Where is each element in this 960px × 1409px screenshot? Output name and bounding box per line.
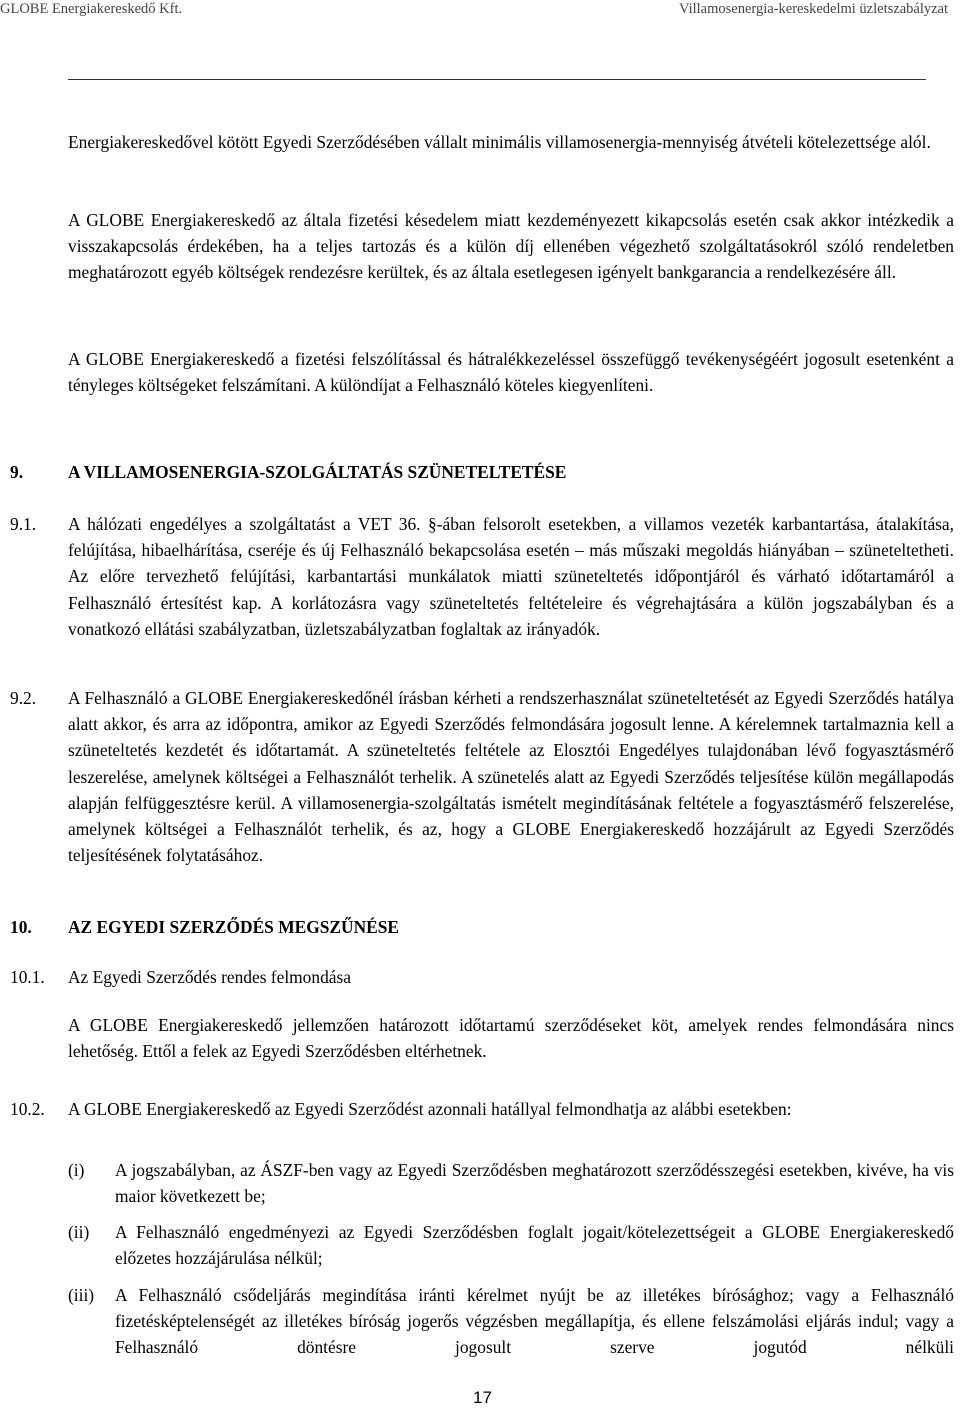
section-10-1-title: Az Egyedi Szerződés rendes felmondása — [68, 967, 351, 987]
section-10-1-number: 10.1. — [10, 967, 45, 987]
section-9-1-number: 9.1. — [10, 514, 37, 534]
section-9-2-number: 9.2. — [10, 688, 37, 708]
list-item-label: (ii) — [68, 1222, 90, 1242]
section-9-title: A VILLAMOSENERGIA-SZOLGÁLTATÁS SZÜNETELTETÉSE — [68, 462, 567, 482]
paragraph-collection-fees: A GLOBE Energiakereskedő a fizetési felszólítással és hátralékkezeléssel összefüggő tevékenységéért jogosult esetenként a tényleges költségeket felszámítani. A különdíjat a Felhasználó köteles kiegyenlíteni. — [68, 349, 954, 396]
header-doc-title: Villamosenergia-kereskedelmi üzletszabályzat — [678, 1, 948, 17]
section-10-number: 10. — [10, 917, 32, 937]
section-9-2-text: A Felhasználó a GLOBE Energiakereskedőnél írásban kérheti a rendszerhasználat szüneteltetését az Egyedi Szerződés hatálya alatt akkor, és arra az időpontra, amikor az Egyedi Szerződés felmondására jogosult lenne. A kérelemnek tartalmaznia kell a szüneteltetés kezdetét és időtartamát. A szüneteltetés feltétele az Elosztói Engedélyes tulajdonában lévő fogyasztásmérő leszerelése, amelynek költségei a Felhasználót terhelik. A szünetelés alatt az Egyedi Szerződés teljesítése külön megállapodás alapján felfüggesztésre kerül. A villamosenergia-szolgáltatás ismételt megindításának feltétele a fogyasztásmérő felszerelése, amelynek költségei a Felhasználót terhelik, és az, hogy a GLOBE Energiakereskedő hozzájárult az Egyedi Szerződés teljesítésének folytatásához. — [68, 688, 954, 866]
header-divider — [68, 79, 926, 80]
header-company: GLOBE Energiakereskedő Kft. — [0, 1, 183, 17]
section-10-1-text: A GLOBE Energiakereskedő jellemzően határozott időtartamú szerződéseket köt, amelyek rendes felmondására nincs lehetőség. Ettől a felek az Egyedi Szerződésben eltérhetnek. — [68, 1015, 954, 1062]
section-9-number: 9. — [10, 462, 24, 482]
list-item-label: (i) — [68, 1160, 85, 1180]
list-item-text: A Felhasználó csődeljárás megindítása iránti kérelmet nyújt be az illetékes bírósághoz; vagy a Felhasználó fizetésképtelenségét az illetékes bíróság jogerős végzésben megállapítja, és ellene felszámolási eljárás indul; vagy a Felhasználó döntésre jogosult szerve jogutód nélküli — [115, 1285, 954, 1358]
page-number: 17 — [473, 1388, 492, 1407]
section-9-1-text: A hálózati engedélyes a szolgáltatást a VET 36. §-ában felsorolt esetekben, a villamos vezeték karbantartása, átalakítása, felújítása, hibaelhárítása, cseréje és új Felhasználó bekapcsolása esetén – más műszaki megoldás hiányában – szüneteltetheti. Az előre tervezhető felújítási, karbantartási munkálatok miatti szüneteltetés időpontjáról és várható időtartamáról a Felhasználó értesítést kap. A korlátozásra vagy szüneteltetés feltételeire és végrehajtására a külön jogszabályban és a vonatkozó ellátási szabályzatban, üzletszabályzatban foglaltak az irányadók. — [68, 514, 954, 639]
paragraph-minimum-quantity: Energiakereskedővel kötött Egyedi Szerződésében vállalt minimális villamosenergia-mennyiség átvételi kötelezettsége alól. — [68, 132, 931, 152]
section-10-2-text: A GLOBE Energiakereskedő az Egyedi Szerződést azonnali hatállyal felmondhatja az alábbi esetekben: — [68, 1099, 792, 1119]
section-10-2-number: 10.2. — [10, 1099, 45, 1119]
paragraph-reconnection: A GLOBE Energiakereskedő az általa fizetési késedelem miatt kezdeményezett kikapcsolás esetén csak akkor intézkedik a visszakapcsolás érdekében, ha a teljes tartozás és a külön díj ellenében végezhető szolgáltatásokról szóló rendeletben meghatározott egyéb költségek rendezésre kerültek, és az általa esetlegesen igényelt bankgarancia a rendelkezésére áll. — [68, 210, 954, 283]
section-10-title: AZ EGYEDI SZERZŐDÉS MEGSZŰNÉSE — [68, 917, 399, 937]
list-item-label: (iii) — [68, 1285, 95, 1305]
list-item-text: A jogszabályban, az ÁSZF-ben vagy az Egyedi Szerződésben meghatározott szerződésszegési esetekben, kivéve, ha vis maior következett be; — [115, 1160, 954, 1207]
list-item-text: A Felhasználó engedményezi az Egyedi Szerződésben foglalt jogait/kötelezettségeit a GLOBE Energiakereskedő előzetes hozzájárulása nélkül; — [115, 1222, 954, 1269]
